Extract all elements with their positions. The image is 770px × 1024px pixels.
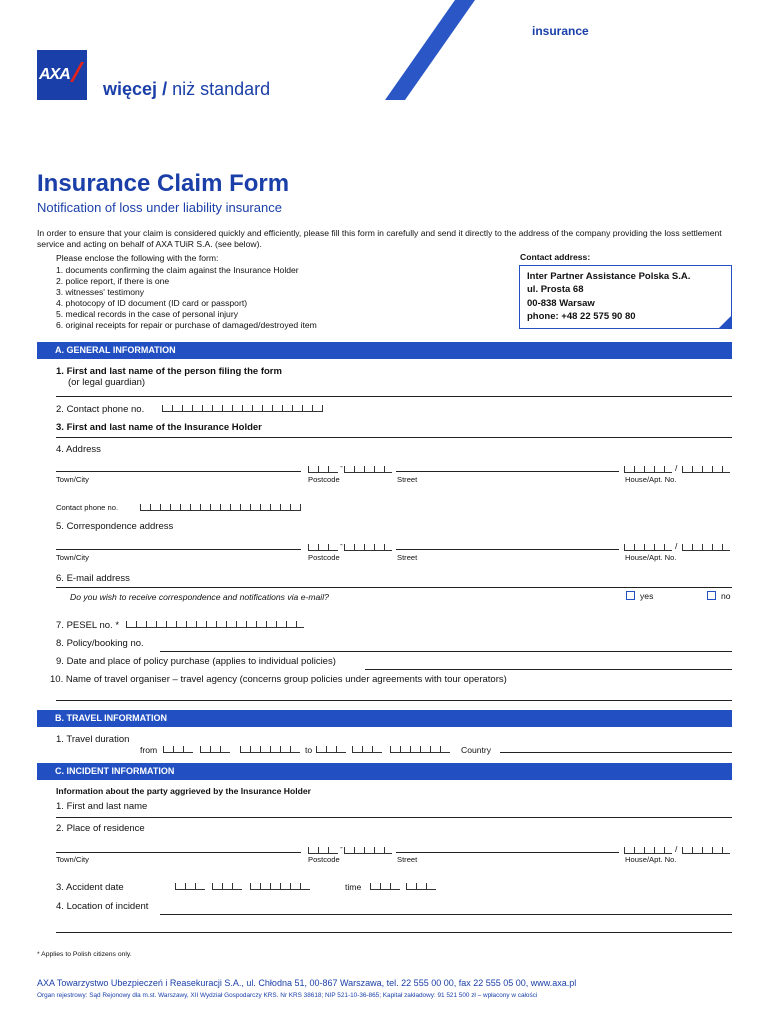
question-1-sub: (or legal guardian) [68, 377, 146, 388]
enclose-heading: Please enclose the following with the form: [56, 253, 219, 263]
postcode-label: Postcode [308, 855, 340, 864]
street-field[interactable] [396, 852, 619, 853]
axa-logo-text: AXA [39, 66, 70, 83]
to-month-input[interactable] [352, 746, 382, 753]
question-1: 1. First and last name of the person filing the form [56, 366, 282, 377]
question-2-label: Contact phone no. [66, 404, 145, 415]
question-3-label: First and last name of the Insurance Holder [66, 422, 262, 433]
header-tag: insurance [532, 24, 589, 38]
question-6: 6. E-mail address [56, 573, 130, 584]
enclosure-list [56, 265, 317, 330]
postcode-label: Postcode [308, 475, 340, 484]
section-a-header: A. GENERAL INFORMATION [37, 342, 732, 359]
town-label: Town/City [56, 855, 89, 864]
question-8: 8. Policy/booking no. [56, 638, 144, 649]
question-10-label: Name of travel organiser – travel agency (concerns group policies under agreements with tour operators) [65, 674, 507, 685]
list-item: 2. police report, if there is one [56, 275, 170, 286]
apt-number-input[interactable] [682, 466, 730, 473]
filer-name-field[interactable] [56, 396, 732, 397]
accident-year-input[interactable] [250, 883, 310, 890]
street-label: Street [397, 855, 418, 864]
house-label: House/Apt. No. [625, 553, 677, 562]
house-number-input[interactable] [624, 466, 672, 473]
house-label: House/Apt. No. [625, 855, 677, 864]
section-b-header: B. TRAVEL INFORMATION [37, 710, 732, 727]
list-item: 3. witnesses' testimony [56, 286, 145, 297]
accident-month-input[interactable] [212, 883, 242, 890]
question-9-label: Date and place of policy purchase (applies to individual policies) [66, 656, 336, 667]
to-year-input[interactable] [390, 746, 450, 753]
contact-box [519, 265, 732, 329]
footer-company: AXA Towarzystwo Ubezpieczeń i Reasekuracji S.A., ul. Chłodna 51, 00-867 Warszawa, tel. 22 555 00 00, fax 22 555 05 00, www.axa.pl [37, 978, 577, 988]
email-no-option[interactable] [707, 591, 731, 601]
footer-registry: Organ rejestrowy: Sąd Rejonowy dla m.st. Warszawy, XII Wydział Gospodarczy KRS. Nr KRS 38618; NIP 521-10-36-865; Kapitał zakładowy: 91 521 500 zł – wpłacony w całości [37, 992, 538, 999]
accident-minute-input[interactable] [406, 883, 436, 890]
tagline-slash: / [162, 79, 168, 99]
street-field[interactable] [396, 471, 619, 472]
tagline-rest: niż standard [172, 79, 271, 99]
town-field[interactable] [56, 471, 301, 472]
page-title: Insurance Claim Form [37, 170, 290, 197]
accident-day-input[interactable] [175, 883, 205, 890]
apt-number-input[interactable] [682, 544, 730, 551]
axa-logo [37, 50, 87, 100]
pesel-input[interactable] [126, 621, 304, 628]
to-label: to [305, 745, 313, 755]
residence-label: Place of residence [66, 823, 145, 834]
town-label: Town/City [56, 475, 89, 484]
country-label: Country [461, 745, 492, 755]
yes-label: yes [640, 591, 654, 601]
tagline-bold: więcej [103, 79, 158, 99]
list-item: 6. original receipts for repair or purchase of damaged/destroyed item [56, 319, 317, 330]
question-4-label: Address [66, 444, 101, 455]
section-c-subheading: Information about the party aggrieved by the Insurance Holder [56, 786, 311, 796]
slash: / [675, 541, 678, 551]
question-1-label: First and last name of the person filing the form [66, 366, 282, 377]
accident-hour-input[interactable] [370, 883, 400, 890]
accident-date-question: 3. Accident date [56, 882, 124, 893]
contact-line: phone: +48 22 575 90 80 [527, 310, 636, 322]
email-field[interactable] [56, 587, 732, 588]
town-label: Town/City [56, 553, 89, 562]
aggrieved-name-label: First and last name [66, 801, 148, 812]
town-field[interactable] [56, 852, 301, 853]
contact-phone-input[interactable] [162, 405, 323, 412]
contact-line: 00-838 Warsaw [527, 297, 595, 309]
policy-purchase-field[interactable] [365, 669, 732, 670]
incident-location-field-2[interactable] [56, 932, 732, 933]
postcode-input-2[interactable] [344, 847, 392, 854]
page-subtitle: Notification of loss under liability insurance [37, 200, 282, 215]
incident-location-field[interactable] [160, 914, 732, 915]
question-9: 9. Date and place of policy purchase (applies to individual policies) [56, 656, 336, 667]
contact-line: ul. Prosta 68 [527, 284, 584, 296]
from-year-input[interactable] [240, 746, 300, 753]
postcode-input-1[interactable] [308, 466, 338, 473]
holder-phone-input[interactable] [140, 504, 301, 511]
house-number-input[interactable] [624, 847, 672, 854]
aggrieved-name-field[interactable] [56, 817, 732, 818]
from-label: from [140, 745, 158, 755]
intro-text: In order to ensure that your claim is considered quickly and efficiently, please fill this form in carefully and send it directly to the address of the company providing the loss settlement service and acting on behalf of AXA TUiR S.A. (see below). [37, 228, 722, 249]
time-label: time [345, 882, 362, 892]
checkbox-yes[interactable] [626, 591, 635, 600]
apt-number-input[interactable] [682, 847, 730, 854]
street-label: Street [397, 553, 418, 562]
email-question: Do you wish to receive correspondence and notifications via e-mail? [70, 592, 329, 602]
postcode-input-2[interactable] [344, 466, 392, 473]
question-6-label: E-mail address [66, 573, 130, 584]
question-7-label: PESEL no. * [66, 620, 120, 631]
postcode-input-1[interactable] [308, 847, 338, 854]
contact-heading: Contact address: [520, 252, 591, 262]
holder-name-field[interactable] [56, 437, 732, 438]
tagline [103, 79, 270, 100]
question-7: 7. PESEL no. * [56, 620, 120, 631]
list-item: 1. documents confirming the claim against the Insurance Holder [56, 265, 299, 275]
no-label: no [721, 591, 731, 601]
checkbox-no[interactable] [707, 591, 716, 600]
travel-duration-label: Travel duration [66, 734, 130, 745]
town-field[interactable] [56, 549, 301, 550]
incident-location-label: Location of incident [66, 901, 149, 912]
travel-duration-question: 1. Travel duration [56, 734, 130, 745]
postcode-label: Postcode [308, 553, 340, 562]
postcode-dash: - [340, 539, 343, 549]
slash: / [675, 844, 678, 854]
question-10: 10. Name of travel organiser – travel agency (concerns group policies under agreements with tour operators) [50, 674, 507, 685]
email-yes-option[interactable] [626, 591, 653, 601]
street-label: Street [397, 475, 418, 484]
question-2: 2. Contact phone no. [56, 404, 145, 415]
street-field[interactable] [396, 549, 619, 550]
residence-question: 2. Place of residence [56, 823, 145, 834]
question-4: 4. Address [56, 444, 101, 455]
accident-date-label: Accident date [66, 882, 124, 893]
aggrieved-name-question: 1. First and last name [56, 801, 148, 812]
question-5: 5. Correspondence address [56, 521, 174, 532]
to-day-input[interactable] [316, 746, 346, 753]
policy-number-field[interactable] [160, 651, 732, 652]
incident-location-question: 4. Location of incident [56, 901, 149, 912]
postcode-input-2[interactable] [344, 544, 392, 551]
list-item: 5. medical records in the case of personal injury [56, 308, 238, 319]
postcode-input-1[interactable] [308, 544, 338, 551]
travel-organiser-field[interactable] [56, 700, 732, 701]
footnote: * Applies to Polish citizens only. [37, 951, 132, 958]
question-5-label: Correspondence address [66, 521, 174, 532]
house-label: House/Apt. No. [625, 475, 677, 484]
contact-phone-label: Contact phone no. [56, 503, 119, 512]
postcode-dash: - [340, 842, 343, 852]
section-c-header: C. INCIDENT INFORMATION [37, 763, 732, 780]
from-month-input[interactable] [200, 746, 230, 753]
box-corner-fold [718, 315, 732, 329]
list-item: 4. photocopy of ID document (ID card or passport) [56, 297, 248, 308]
slash: / [675, 463, 678, 473]
question-3: 3. First and last name of the Insurance Holder [56, 422, 262, 433]
question-8-label: Policy/booking no. [66, 638, 144, 649]
country-field[interactable] [500, 752, 732, 753]
postcode-dash: - [340, 461, 343, 471]
house-number-input[interactable] [624, 544, 672, 551]
from-day-input[interactable] [163, 746, 193, 753]
contact-line: Inter Partner Assistance Polska S.A. [527, 271, 691, 282]
